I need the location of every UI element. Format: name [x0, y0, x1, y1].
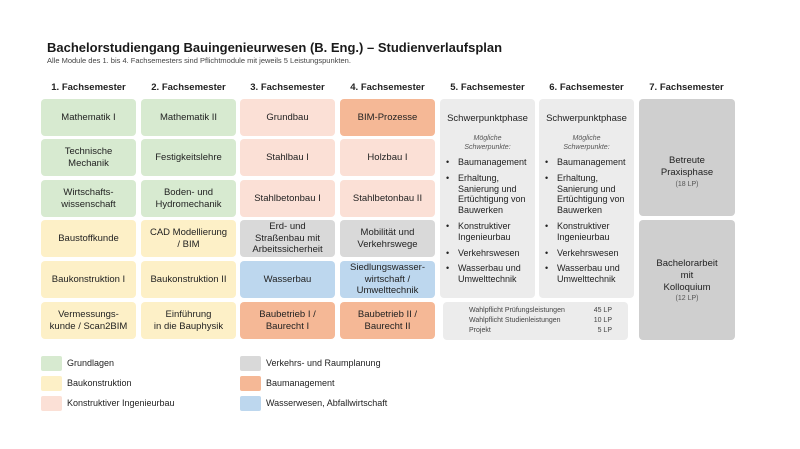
- module-card[interactable]: Stahlbetonbau II: [340, 180, 435, 217]
- legend-label: Grundlagen: [67, 358, 115, 368]
- page-title: Bachelorstudiengang Bauingenieurwesen (B. Eng.) – Studienverlaufsplan: [47, 40, 503, 55]
- legend-swatch-wasserwesen: [240, 396, 261, 411]
- list-item: • Baumanagement: [545, 157, 631, 168]
- legend-swatch-verkehr: [240, 356, 261, 371]
- module-card[interactable]: Baubetrieb I / Baurecht I: [240, 302, 335, 339]
- semester-header-3: 3. Fachsemester: [250, 82, 325, 93]
- module-card[interactable]: Holzbau I: [340, 139, 435, 176]
- praxisphase-title: Betreute Praxisphase: [660, 155, 714, 178]
- wahlpflicht-value: 45 LP: [593, 307, 612, 314]
- list-item: • Konstruktiver Ingenieurbau: [545, 221, 631, 243]
- list-item: • Baumanagement: [446, 157, 532, 168]
- module-card[interactable]: Vermessungs- kunde / Scan2BIM: [41, 302, 136, 339]
- module-card[interactable]: Baubetrieb II / Baurecht II: [340, 302, 435, 339]
- list-item: • Erhaltung, Sanierung und Ertüchtigung von Bauwerken: [446, 173, 532, 216]
- semester-header-7: 7. Fachsemester: [649, 82, 724, 93]
- module-card[interactable]: Einführung in die Bauphysik: [141, 302, 236, 339]
- list-item: • Wasserbau und Umwelttechnik: [545, 263, 631, 285]
- praxisphase-lp: (18 LP): [675, 181, 699, 188]
- module-card[interactable]: Mobilität und Verkehrswege: [340, 220, 435, 257]
- schwerpunkt-title: Schwerpunktphase: [546, 113, 627, 124]
- module-card[interactable]: Stahlbetonbau I: [240, 180, 335, 217]
- module-card[interactable]: Erd- und Straßenbau mit Arbeitssicherheit: [240, 220, 335, 257]
- bachelorarbeit-lp: (12 LP): [675, 295, 699, 302]
- semester-header-2: 2. Fachsemester: [151, 82, 226, 93]
- wahlpflicht-box: [443, 302, 628, 340]
- legend-swatch-baukonstruktion: [41, 376, 62, 391]
- module-card[interactable]: Baukonstruktion II: [141, 261, 236, 298]
- legend-label: Baumanagement: [266, 378, 335, 388]
- schwerpunkt-list: [446, 157, 532, 290]
- module-card[interactable]: Siedlungswasser- wirtschaft / Umwelttechnik: [340, 261, 435, 298]
- wahlpflicht-label: Wahlpflicht Prüfungsleistungen: [469, 307, 565, 314]
- bachelorarbeit-box[interactable]: [639, 220, 735, 340]
- schwerpunkt-box-sem5[interactable]: [440, 99, 535, 298]
- module-card[interactable]: CAD Modellierung / BIM: [141, 220, 236, 257]
- module-card[interactable]: Grundbau: [240, 99, 335, 136]
- wahlpflicht-value: 5 LP: [597, 327, 612, 334]
- semester-header-5: 5. Fachsemester: [450, 82, 525, 93]
- module-card[interactable]: Baustoffkunde: [41, 220, 136, 257]
- module-card[interactable]: BIM-Prozesse: [340, 99, 435, 136]
- module-card[interactable]: Technische Mechanik: [41, 139, 136, 176]
- legend-label: Baukonstruktion: [67, 378, 132, 388]
- module-card[interactable]: Wirtschafts- wissenschaft: [41, 180, 136, 217]
- list-item: • Verkehrswesen: [545, 248, 631, 259]
- legend-label: Verkehrs- und Raumplanung: [266, 358, 381, 368]
- module-card[interactable]: Stahlbau I: [240, 139, 335, 176]
- schwerpunkt-subtitle: Mögliche Schwerpunkte:: [563, 135, 610, 151]
- module-card[interactable]: Boden- und Hydromechanik: [141, 180, 236, 217]
- legend-swatch-grundlagen: [41, 356, 62, 371]
- legend-swatch-baumanagement: [240, 376, 261, 391]
- wahlpflicht-value: 10 LP: [593, 317, 612, 324]
- list-item: • Konstruktiver Ingenieurbau: [446, 221, 532, 243]
- praxisphase-box[interactable]: [639, 99, 735, 216]
- legend-label: Wasserwesen, Abfallwirtschaft: [266, 398, 388, 408]
- semester-header-6: 6. Fachsemester: [549, 82, 624, 93]
- semester-header-4: 4. Fachsemester: [350, 82, 425, 93]
- bachelorarbeit-title: Bachelorarbeit mit Kolloquium: [656, 258, 718, 293]
- legend-swatch-konstruktiver-ingenieurbau: [41, 396, 62, 411]
- schwerpunkt-list: [545, 157, 631, 290]
- module-card[interactable]: Wasserbau: [240, 261, 335, 298]
- schwerpunkt-subtitle: Mögliche Schwerpunkte:: [464, 135, 511, 151]
- module-card[interactable]: Festigkeitslehre: [141, 139, 236, 176]
- page-subtitle: Alle Module des 1. bis 4. Fachsemesters sind Pflichtmodule mit jeweils 5 Leistungspunkten.: [47, 56, 351, 65]
- schwerpunkt-title: Schwerpunktphase: [447, 113, 528, 124]
- list-item: • Erhaltung, Sanierung und Ertüchtigung von Bauwerken: [545, 173, 631, 216]
- legend-label: Konstruktiver Ingenieurbau: [67, 398, 175, 408]
- module-card[interactable]: Mathematik I: [41, 99, 136, 136]
- module-card[interactable]: Mathematik II: [141, 99, 236, 136]
- wahlpflicht-label: Projekt: [469, 327, 491, 334]
- schwerpunkt-box-sem6[interactable]: [539, 99, 634, 298]
- semester-header-1: 1. Fachsemester: [51, 82, 126, 93]
- wahlpflicht-label: Wahlpflicht Studienleistungen: [469, 317, 561, 324]
- module-card[interactable]: Baukonstruktion I: [41, 261, 136, 298]
- list-item: • Wasserbau und Umwelttechnik: [446, 263, 532, 285]
- list-item: • Verkehrswesen: [446, 248, 532, 259]
